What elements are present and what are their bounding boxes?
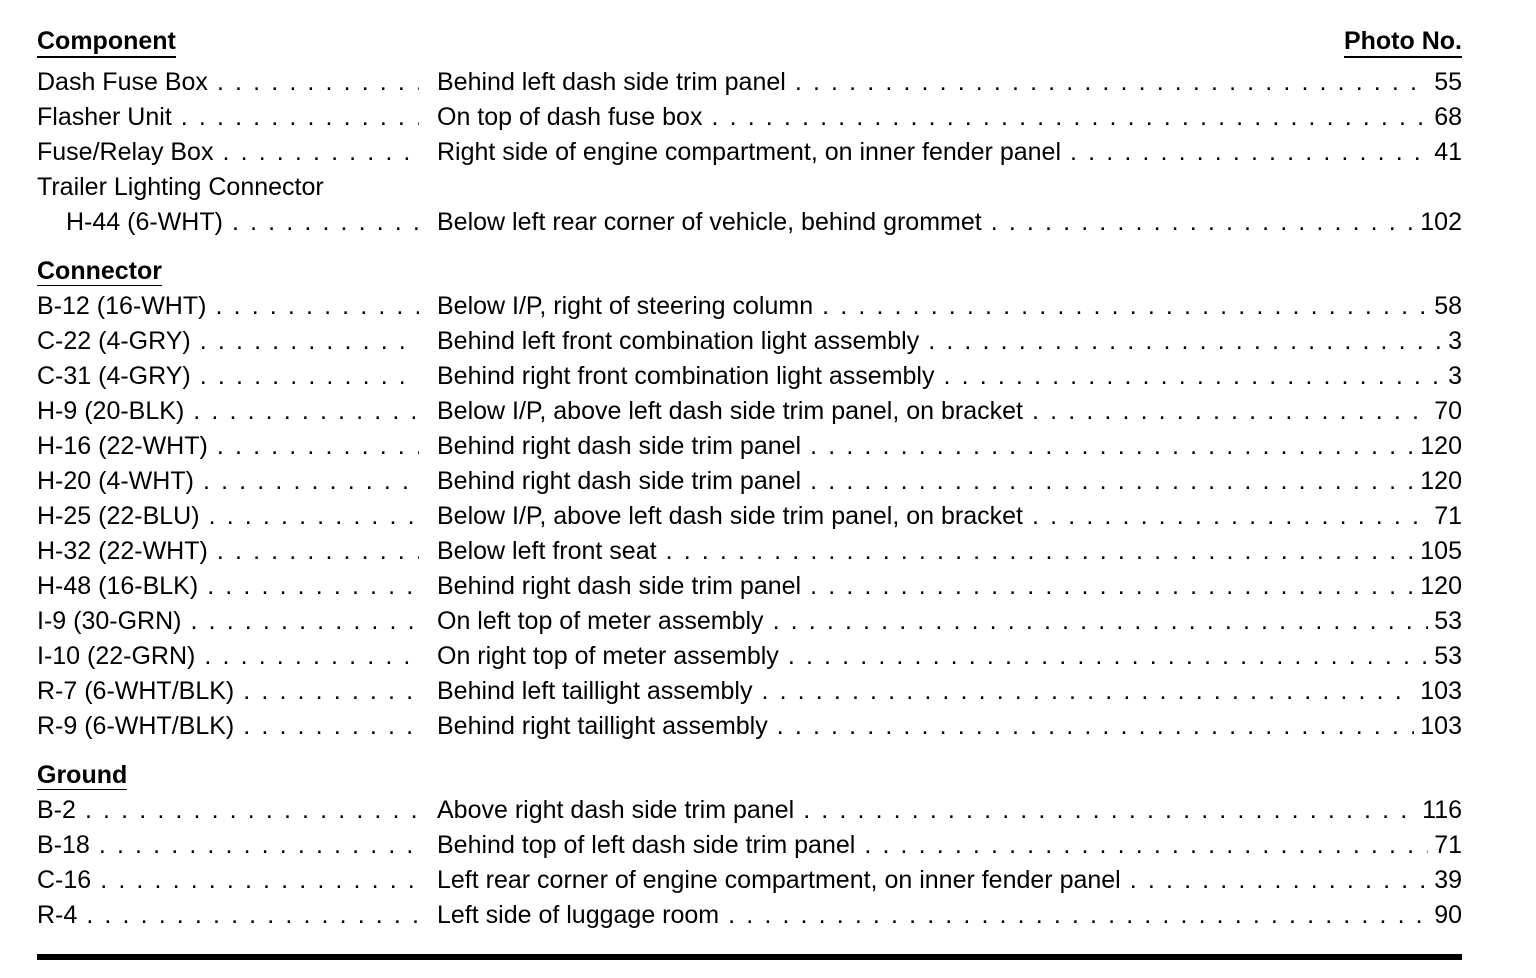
component-name: Fuse/Relay Box . . .	[37, 135, 419, 170]
component-name: C-22 (4-GRY) . . .	[37, 324, 419, 359]
component-location: On right top of meter assembly . . .	[437, 639, 1462, 674]
component-location: Behind right dash side trim panel . . .	[437, 464, 1462, 499]
table-row	[37, 639, 1462, 674]
component-name: Dash Fuse Box . . .	[37, 65, 419, 100]
component-location: Behind right dash side trim panel . . .	[437, 429, 1462, 464]
photo-number: 3	[1442, 359, 1462, 394]
table-row	[37, 898, 1462, 933]
table-row	[37, 863, 1462, 898]
table-row	[37, 709, 1462, 744]
table-row	[37, 793, 1462, 828]
photo-number: 53	[1428, 639, 1462, 674]
photo-number: 39	[1428, 863, 1462, 898]
table-row	[37, 394, 1462, 429]
component-location: Behind right taillight assembly . . .	[437, 709, 1462, 744]
component-location: Above right dash side trim panel . . .	[437, 793, 1462, 828]
component-location: Below left rear corner of vehicle, behind grommet . . .	[437, 205, 1462, 240]
component-location-table	[37, 0, 1462, 929]
table-row	[37, 499, 1462, 534]
component-column-heading: Component	[37, 26, 176, 58]
photo-number: 71	[1428, 828, 1462, 863]
component-name: R-9 (6-WHT/BLK) . . .	[37, 709, 419, 744]
photo-number: 120	[1414, 569, 1462, 604]
photo-number: 103	[1414, 674, 1462, 709]
component-name: B-2 . . .	[37, 793, 419, 828]
component-location: Below I/P, right of steering column . . .	[437, 289, 1462, 324]
component-location: Behind right front combination light assembly . . .	[437, 359, 1462, 394]
component-name: H-9 (20-BLK) . . .	[37, 394, 419, 429]
photo-number: 120	[1414, 429, 1462, 464]
component-name: R-7 (6-WHT/BLK) . . .	[37, 674, 419, 709]
component-location: Behind left front combination light assembly . . .	[437, 324, 1462, 359]
photo-number: 58	[1428, 289, 1462, 324]
table-row	[37, 65, 1462, 100]
section	[37, 65, 1462, 240]
component-location: Left rear corner of engine compartment, on inner fender panel . . .	[437, 863, 1462, 898]
component-location: Behind top of left dash side trim panel . . .	[437, 828, 1462, 863]
table-row	[37, 674, 1462, 709]
section-title: Ground	[37, 761, 128, 789]
table-row	[37, 135, 1462, 170]
component-name: H-48 (16-BLK) . . .	[37, 569, 419, 604]
table-header	[37, 0, 1462, 55]
component-name: Trailer Lighting Connector	[37, 173, 324, 201]
table-row	[37, 604, 1462, 639]
table-row	[37, 534, 1462, 569]
section	[37, 253, 1462, 744]
component-location: Behind right dash side trim panel . . .	[437, 569, 1462, 604]
photo-number: 70	[1428, 394, 1462, 429]
table-row	[37, 359, 1462, 394]
component-location: Behind left taillight assembly . . .	[437, 674, 1462, 709]
photo-number: 102	[1414, 205, 1462, 240]
table-row	[37, 464, 1462, 499]
table-row	[37, 429, 1462, 464]
photo-number: 41	[1428, 135, 1462, 170]
component-name: R-4 . . .	[37, 898, 419, 933]
photo-number: 53	[1428, 604, 1462, 639]
photo-number: 71	[1428, 499, 1462, 534]
component-location: Right side of engine compartment, on inner fender panel . . .	[437, 135, 1462, 170]
table-row	[37, 828, 1462, 863]
component-name: Flasher Unit . . .	[37, 100, 419, 135]
photo-number: 68	[1428, 100, 1462, 135]
photo-number: 90	[1428, 898, 1462, 933]
component-name: I-10 (22-GRN) . . .	[37, 639, 419, 674]
component-location: Below I/P, above left dash side trim panel, on bracket . . .	[437, 394, 1462, 429]
photo-number: 120	[1414, 464, 1462, 499]
table-row	[37, 100, 1462, 135]
table-row	[37, 289, 1462, 324]
component-name: H-16 (22-WHT) . . .	[37, 429, 419, 464]
component-location: Below left front seat . . .	[437, 534, 1462, 569]
component-name: H-25 (22-BLU) . . .	[37, 499, 419, 534]
photo-number: 116	[1416, 793, 1462, 828]
component-location: Behind left dash side trim panel . . .	[437, 65, 1462, 100]
component-name: H-32 (22-WHT) . . .	[37, 534, 419, 569]
component-name: H-44 (6-WHT) . . .	[66, 205, 419, 240]
section	[37, 757, 1462, 933]
bottom-divider	[37, 954, 1462, 960]
photo-number: 103	[1414, 709, 1462, 744]
component-name: I-9 (30-GRN) . . .	[37, 604, 419, 639]
component-name: C-31 (4-GRY) . . .	[37, 359, 419, 394]
section-title: Connector	[37, 257, 162, 285]
photo-number: 3	[1442, 324, 1462, 359]
component-location: Left side of luggage room . . .	[437, 898, 1462, 933]
photo-number-column-heading: Photo No.	[1344, 26, 1462, 58]
table-row	[37, 170, 1462, 205]
component-name: B-18 . . .	[37, 828, 419, 863]
table-row	[37, 324, 1462, 359]
component-name: B-12 (16-WHT) . . .	[37, 289, 419, 324]
component-name: C-16 . . .	[37, 863, 419, 898]
component-name: H-20 (4-WHT) . . .	[37, 464, 419, 499]
photo-number: 55	[1428, 65, 1462, 100]
component-location: Below I/P, above left dash side trim panel, on bracket . . .	[437, 499, 1462, 534]
table-row	[37, 569, 1462, 604]
photo-number: 105	[1414, 534, 1462, 569]
component-location: On left top of meter assembly . . .	[437, 604, 1462, 639]
table-row	[37, 205, 1462, 240]
table-body	[37, 65, 1462, 933]
component-location: On top of dash fuse box . . .	[437, 100, 1462, 135]
